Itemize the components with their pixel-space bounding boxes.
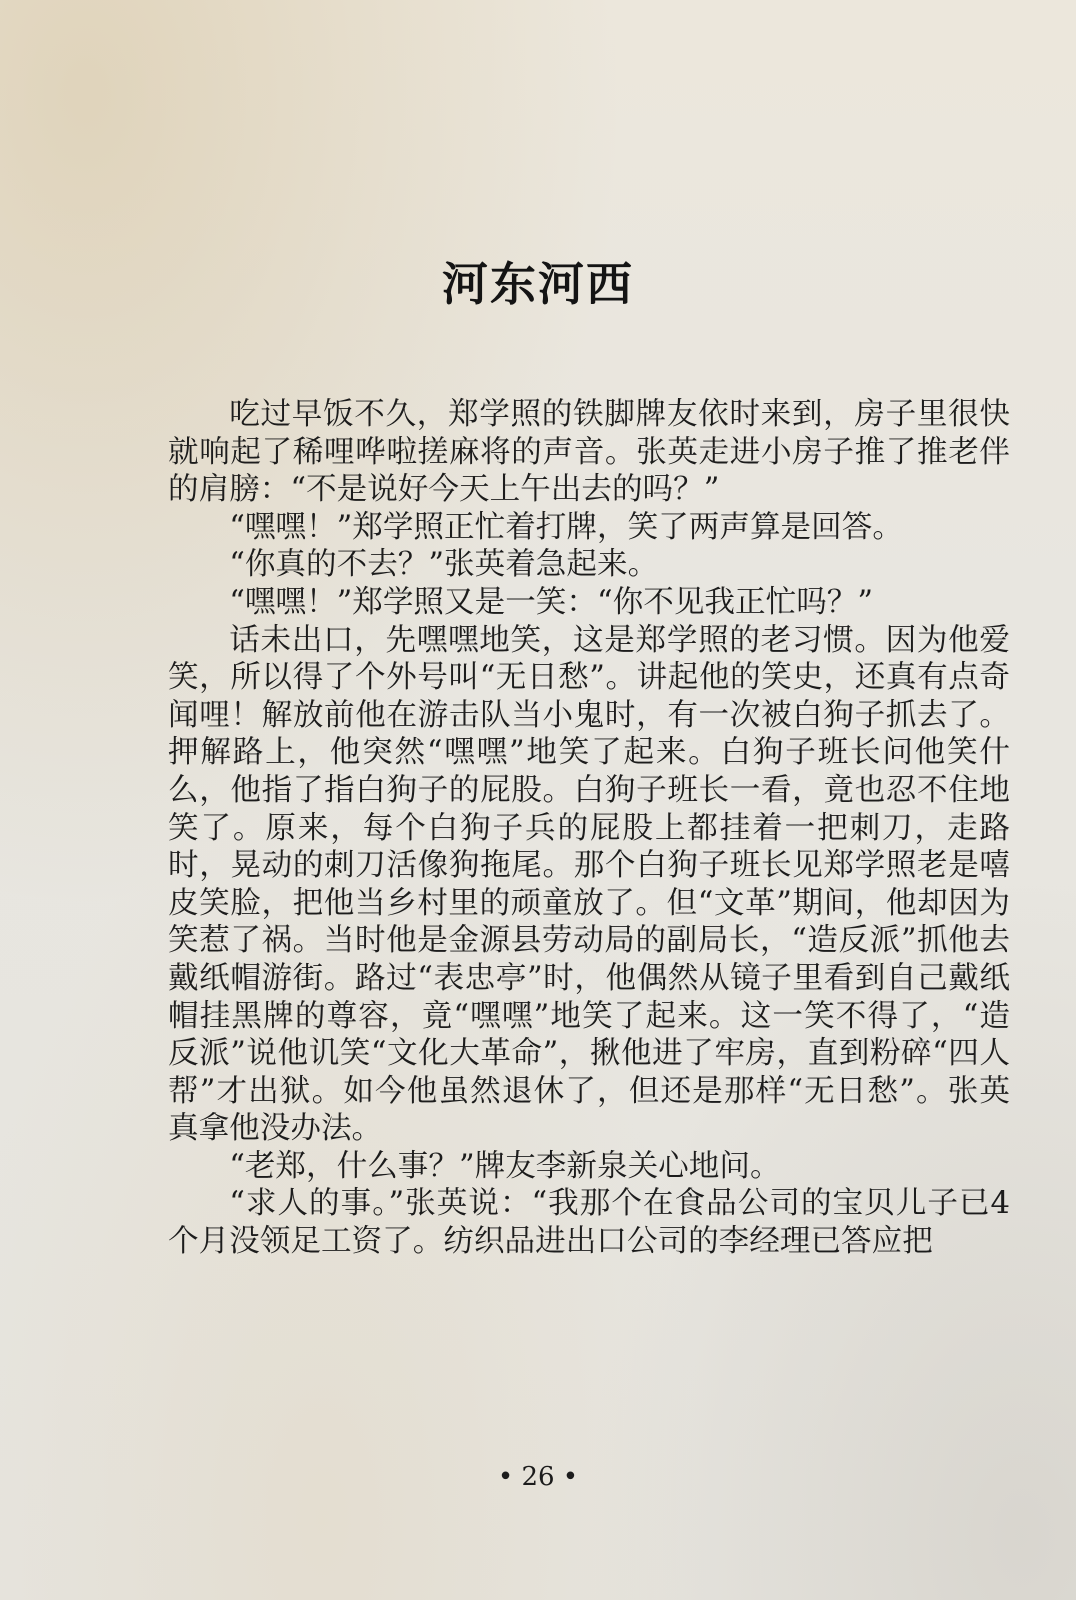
paragraph: 吃过早饭不久，郑学照的铁脚牌友依时来到，房子里很快就响起了稀哩哗啦搓麻将的声音。张英走进小房子推了推老伴的肩膀：“不是说好今天上午出去的吗？” — [168, 397, 1010, 508]
chapter-title: 河东河西 — [442, 257, 634, 311]
paragraph: “你真的不去？”张英着急起来。 — [229, 547, 659, 583]
paragraph: “求人的事。”张英说：“我那个在食品公司的宝贝儿子已4个月没领足工资了。纺织品进出口公司的李经理已答应把 — [168, 1186, 1010, 1260]
page-number: • 26 • — [497, 1462, 579, 1492]
paragraph: “嘿嘿！”郑学照正忙着打牌，笑了两声算是回答。 — [229, 509, 903, 545]
paragraph: “嘿嘿！”郑学照又是一笑：“你不见我正忙吗？” — [229, 584, 874, 620]
paragraph: “老郑，什么事？”牌友李新泉关心地问。 — [229, 1148, 781, 1184]
paragraph: 话未出口，先嘿嘿地笑，这是郑学照的老习惯。因为他爱笑，所以得了个外号叫“无日愁”。讲起他的笑史，还真有点奇闻哩！解放前他在游击队当小鬼时，有一次被白狗子抓去了。押解路上，他突然“嘿嘿”地笑了起来。白狗子班长问他笑什么，他指了指白狗子的屁股。白狗子班长一看，竟也忍不住地笑了。原来，每个白狗子兵的屁股上都挂着一把刺刀，走路时，晃动的刺刀活像狗拖尾。那个白狗子班长见郑学照老是嘻皮笑脸，把他当乡村里的顽童放了。但“文革”期间，他却因为笑惹了祸。当时他是金源县劳动局的副局长，“造反派”抓他去戴纸帽游街。路过“表忠亭”时，他偶然从镜子里看到自己戴纸帽挂黑牌的尊容，竟“嘿嘿”地笑了起来。这一笑不得了，“造反派”说他讥笑“文化大革命”，揪他进了牢房，直到粉碎“四人帮”才出狱。如今他虽然退休了，但还是那样“无日愁”。张英真拿他没办法。 — [168, 622, 1010, 1147]
body-text — [168, 396, 1010, 1261]
